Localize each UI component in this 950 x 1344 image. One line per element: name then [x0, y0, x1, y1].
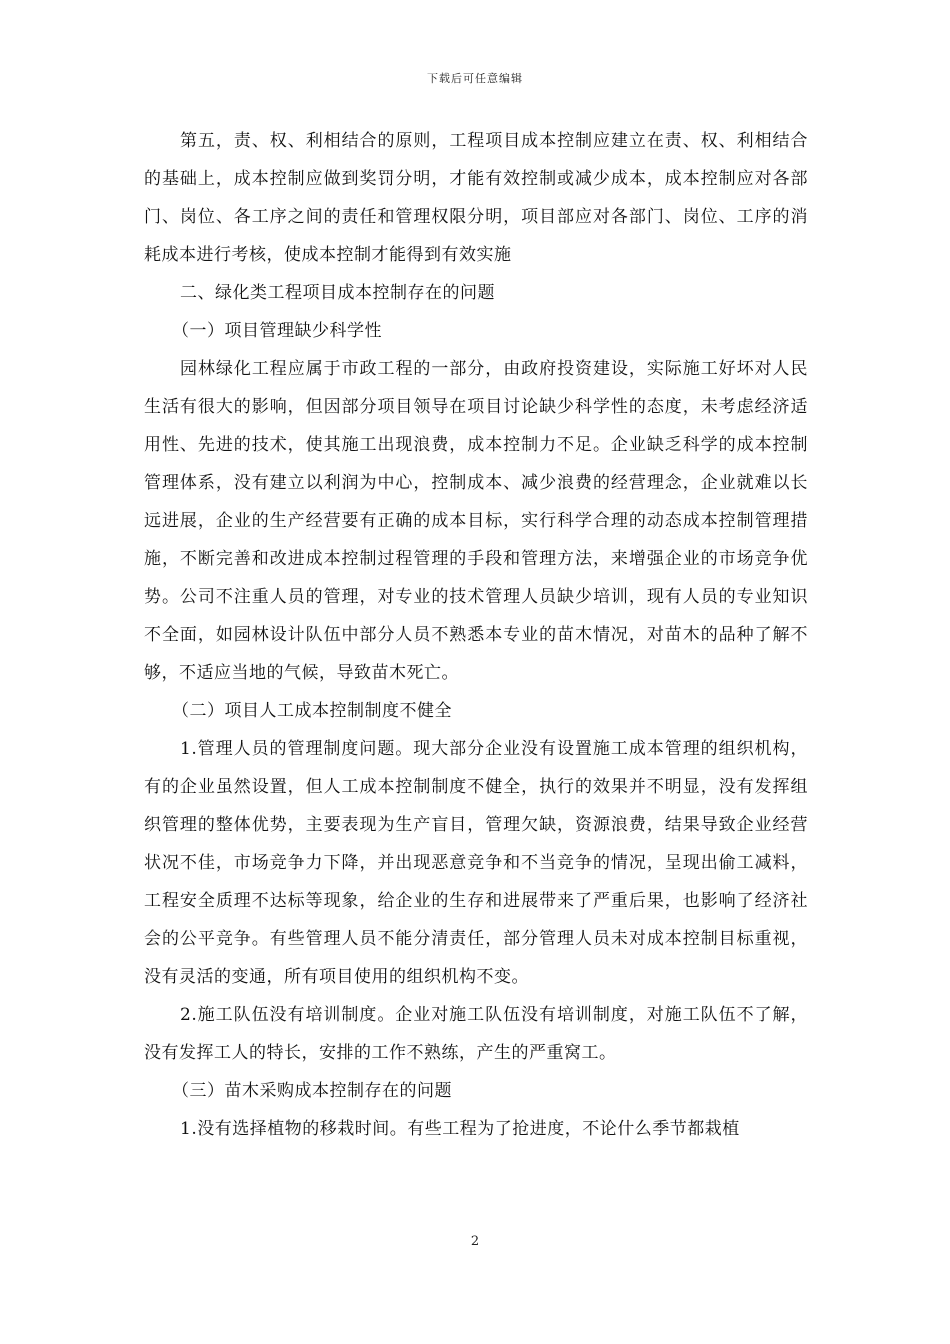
- section-heading-problems: 二、绿化类工程项目成本控制存在的问题: [180, 283, 495, 303]
- subsection-heading-labor-cost: （二）项目人工成本控制制度不健全: [172, 701, 452, 721]
- subsection-heading-management: （一）项目管理缺少科学性: [172, 321, 382, 341]
- paragraph-management-system: 1.管理人员的管理制度问题。现大部分企业没有设置施工成本管理的组织机构，有的企业虽然设置，但人工成本控制制度不健全，执行的效果并不明显，没有发挥组织管理的整体优势，主要表现为生产盲目，管理欠缺，资源浪费，结果导致企业经营状况不佳，市场竞争力下降，并出现恶意竞争和不当竞争的情况，呈现出偷工减料，工程安全质理不达标等现象，给企业的生存和进展带来了严重后果，也影响了经济社会的公平竞争。有些管理人员不能分清责任，部分管理人员未对成本控制目标重视，没有灵活的变通，所有项目使用的组织机构不变。: [144, 739, 808, 987]
- page-number: 2: [470, 1234, 480, 1249]
- subsection-heading-procurement: （三）苗木采购成本控制存在的问题: [172, 1081, 452, 1101]
- page-header: 下载后可任意编辑: [427, 72, 523, 85]
- paragraph-training: 2.施工队伍没有培训制度。企业对施工队伍没有培训制度，对施工队伍不了解，没有发挥工人的特长，安排的工作不熟练，产生的严重窝工。: [144, 1005, 808, 1063]
- paragraph-management: 园林绿化工程应属于市政工程的一部分，由政府投资建设，实际施工好坏对人民生活有很大的影响，但因部分项目领导在项目讨论缺少科学性的态度，未考虑经济适用性、先进的技术，使其施工出现浪费，成本控制力不足。企业缺乏科学的成本控制管理体系，没有建立以利润为中心，控制成本、减少浪费的经营理念，企业就难以长远进展，企业的生产经营要有正确的成本目标，实行科学合理的动态成本控制管理措施，不断完善和改进成本控制过程管理的手段和管理方法，来增强企业的市场竞争优势。公司不注重人员的管理，对专业的技术管理人员缺少培训，现有人员的专业知识不全面，如园林设计队伍中部分人员不熟悉本专业的苗木情况，对苗木的品种了解不够，不适应当地的气候，导致苗木死亡。: [144, 359, 808, 683]
- paragraph-transplant-time: 1.没有选择植物的移栽时间。有些工程为了抢进度，不论什么季节都栽植: [180, 1119, 740, 1139]
- paragraph-principle-five: 第五，责、权、利相结合的原则，工程项目成本控制应建立在责、权、利相结合的基础上，成本控制应做到奖罚分明，才能有效控制或减少成本，成本控制应对各部门、岗位、各工序之间的责任和管理权限分明，项目部应对各部门、岗位、工序的消耗成本进行考核，使成本控制才能得到有效实施: [144, 131, 808, 265]
- document-body: [144, 122, 808, 1148]
